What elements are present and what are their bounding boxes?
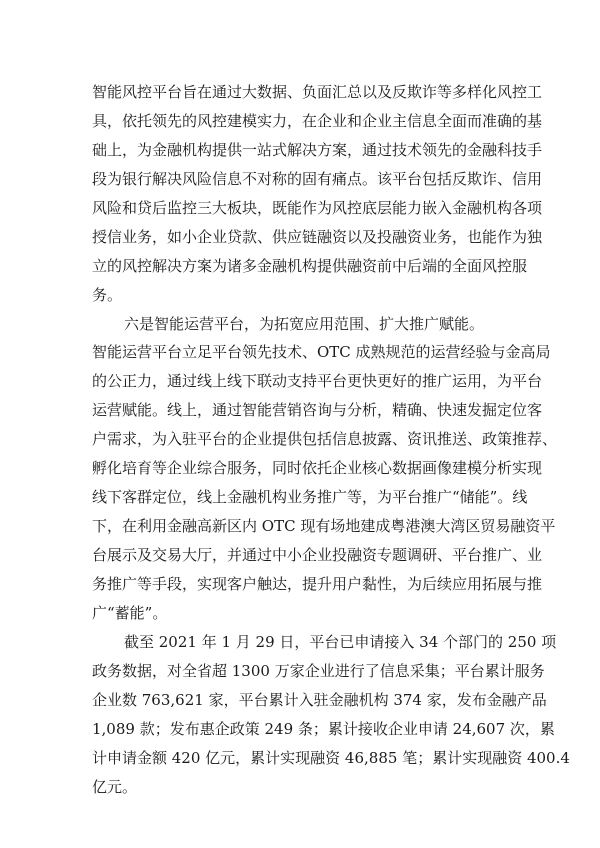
paragraph-line: 具，依托领先的风控建模实力，在企业和企业主信息全面而准确的基 [92, 112, 543, 130]
paragraph-line: 智能风控平台旨在通过大数据、负面汇总以及反欺诈等多样化风控工 [92, 83, 543, 101]
paragraph-line: 户需求，为入驻平台的企业提供包括信息披露、资讯推送、政策推荐、 [92, 430, 558, 448]
paragraph-line: 运营赋能。线上，通过智能营销咨询与分析，精确、快速发掘定位客 [92, 401, 543, 419]
paragraph-line: 广“蓄能”。 [92, 604, 168, 622]
paragraph-line: 孵化培育等企业综合服务，同时依托企业核心数据画像建模分析实现 [92, 459, 543, 477]
paragraph-line: 截至 2021 年 1 月 29 日，平台已申请接入 34 个部门的 250 项 [124, 633, 557, 651]
paragraph-line: 授信业务，如小企业贷款、供应链融资以及投融资业务，也能作为独 [92, 228, 543, 246]
paragraph-line: 风险和贷后监控三大板块，既能作为风控底层能力嵌入金融机构各项 [92, 199, 543, 217]
section-heading: 六是智能运营平台，为拓宽应用范围、扩大推广赋能。 [124, 315, 485, 333]
paragraph-line: 础上，为金融机构提供一站式解决方案，通过技术领先的金融科技手 [92, 141, 543, 159]
paragraph-line: 立的风控解决方案为诸多金融机构提供融资前中后端的全面风控服 [92, 257, 528, 275]
paragraph-line: 智能运营平台立足平台领先技术、OTC 成熟规范的运营经验与金高局 [92, 343, 551, 361]
paragraph-line: 线下客群定位，线上金融机构业务推广等，为平台推广“储能”。线 [92, 488, 528, 506]
paragraph-line: 台展示及交易大厅，并通过中小企业投融资专题调研、平台推广、业 [92, 546, 543, 564]
paragraph-line: 的公正力，通过线上线下联动支持平台更快更好的推广运用，为平台 [92, 372, 543, 390]
paragraph-line: 1,089 款；发布惠企政策 249 条；累计接收企业申请 24,607 次，累 [92, 720, 555, 738]
paragraph-line: 下，在利用金融高新区内 OTC 现有场地建成粤港澳大湾区贸易融资平 [92, 517, 556, 535]
paragraph-line: 段为银行解决风险信息不对称的固有痛点。该平台包括反欺诈、信用 [92, 170, 543, 188]
paragraph-line: 务推广等手段，实现客户触达，提升用户黏性，为后续应用拓展与推 [92, 575, 543, 593]
paragraph-line: 企业数 763,621 家，平台累计入驻金融机构 374 家，发布金融产品 [92, 691, 547, 709]
paragraph-line: 务。 [92, 286, 123, 304]
paragraph-line: 计申请金额 420 亿元，累计实现融资 46,885 笔；累计实现融资 400.4 [92, 749, 570, 767]
paragraph-line: 政务数据，对全省超 1300 万家企业进行了信息采集；平台累计服务 [92, 662, 545, 680]
paragraph-line: 亿元。 [92, 778, 138, 796]
